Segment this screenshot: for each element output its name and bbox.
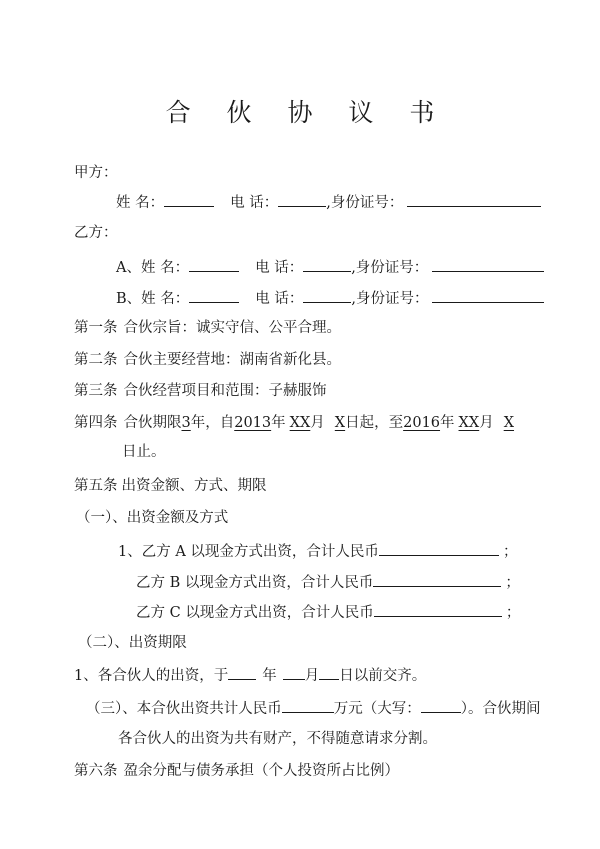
- deadline-month-label: 月: [304, 668, 320, 684]
- deadline-day-blank: [319, 664, 339, 680]
- section-1-title: （一）、出资金额及方式: [76, 510, 229, 526]
- article-1-head: 第一条: [74, 320, 118, 336]
- section-3-text-2: 万元（大写：: [333, 701, 421, 717]
- article-4-to-label: 日起，至: [345, 415, 404, 431]
- article-4-start-year: 2013: [234, 415, 272, 431]
- contribution-a-semicolon: ；: [502, 544, 518, 560]
- article-5-head: 第五条: [74, 478, 118, 494]
- contribution-a-blank: [379, 540, 499, 556]
- contribution-b-blank: [373, 571, 501, 587]
- contribution-a-text: 乙方 A 以现金方式出资，合计人民币: [141, 544, 379, 560]
- contribution-c-text: 乙方 C 以现金方式出资，合计人民币: [136, 605, 374, 621]
- article-1: [74, 318, 341, 338]
- deadline-text-2: 日以前交齐。: [339, 668, 427, 684]
- party-b-a-phone-label: 电 话：: [255, 260, 304, 276]
- article-4-start-month: XX: [289, 415, 311, 431]
- party-b-a-info-line: [116, 256, 544, 278]
- party-b-b-name-label: 姓 名：: [141, 291, 190, 307]
- article-2-head: 第二条: [74, 352, 118, 368]
- party-b-b-name-blank: [189, 287, 239, 303]
- article-4: [74, 413, 514, 433]
- party-b-label: 乙方：: [74, 225, 118, 241]
- article-4-end-year: 2016: [403, 415, 441, 431]
- article-1-text: 合伙宗旨：诚实守信、公平合理。: [123, 320, 341, 336]
- contribution-a-line: [118, 540, 517, 562]
- article-3-head: 第三条: [74, 383, 118, 399]
- section-3-text-3: ）。合伙期间: [460, 701, 541, 717]
- contribution-c-semicolon: ；: [505, 605, 521, 621]
- article-4-term-label: 合伙期限: [123, 415, 182, 431]
- article-4-head: 第四条: [74, 415, 118, 431]
- party-b-a-phone-blank: [303, 256, 351, 272]
- party-b-a-name-label: 姓 名：: [140, 260, 190, 276]
- party-b-b-id-label: ,身份证号：: [351, 291, 429, 307]
- article-4-end-day: X: [503, 415, 515, 431]
- party-b-b-phone-blank: [303, 287, 351, 303]
- section-3-line: [86, 697, 541, 719]
- article-4-start-day: X: [334, 415, 346, 431]
- party-b-b-prefix: B、: [116, 291, 142, 307]
- party-a-id-blank: [407, 191, 541, 207]
- article-6-text: 盈余分配与债务承担（个人投资所占比例）: [123, 763, 399, 779]
- article-3-text: 合伙经营项目和范围：子赫服饰: [123, 383, 327, 399]
- article-4-from-label: 年，自: [190, 415, 235, 431]
- party-a-name-label: 姓 名：: [116, 195, 165, 211]
- deadline-year-blank: [228, 664, 256, 680]
- party-a-info-line: [116, 191, 541, 213]
- section-3-capital-blank: [421, 697, 461, 713]
- party-a-phone-blank: [278, 191, 326, 207]
- article-4-month-label-2: 月: [479, 415, 494, 431]
- article-6-head: 第六条: [74, 763, 118, 779]
- deadline-text-1: 1、各合伙人的出资，于: [74, 668, 229, 684]
- section-3-text-1: （三）、本合伙出资共计人民币: [86, 701, 282, 717]
- article-5-text: 出资金额、方式、期限: [121, 478, 267, 494]
- party-a-name-blank: [164, 191, 214, 207]
- article-4-year-label-2: 年: [440, 415, 455, 431]
- contribution-prefix: 1、: [118, 544, 142, 560]
- contribution-c-blank: [374, 601, 502, 617]
- deadline-year-label: 年: [262, 668, 277, 684]
- party-b-a-prefix: A、: [116, 260, 141, 276]
- article-4-end-month: XX: [458, 415, 480, 431]
- section-3-amount-blank: [282, 697, 334, 713]
- article-3: [74, 381, 327, 401]
- article-4-years: 3: [181, 415, 191, 431]
- party-a-id-label: ,身份证号：: [326, 195, 404, 211]
- article-2-text: 合伙主要经营地：湖南省新化县。: [123, 352, 341, 368]
- section-2-title: （二）、出资期限: [78, 635, 187, 651]
- article-6: [74, 761, 399, 781]
- contribution-b-semicolon: ；: [505, 575, 520, 591]
- document-title: 合 伙 协 议 书: [165, 98, 449, 127]
- article-5: [74, 476, 267, 496]
- deadline-month-blank: [283, 664, 305, 680]
- contribution-b-line: [136, 571, 520, 593]
- party-a-label: 甲方：: [74, 165, 118, 181]
- party-b-a-id-blank: [432, 256, 544, 272]
- article-4-year-label-1: 年: [271, 415, 286, 431]
- party-a-phone-label: 电 话：: [230, 195, 279, 211]
- article-4-end: 日止。: [122, 444, 166, 460]
- contribution-c-line: [136, 601, 520, 623]
- article-4-month-label-1: 月: [310, 415, 325, 431]
- party-b-b-info-line: [116, 287, 544, 309]
- contribution-b-text: 乙方 B 以现金方式出资，合计人民币: [136, 575, 374, 591]
- deadline-line: [74, 664, 426, 686]
- party-b-b-phone-label: 电 话：: [255, 291, 304, 307]
- party-b-a-id-label: ,身份证号：: [351, 260, 429, 276]
- party-b-b-id-blank: [432, 287, 544, 303]
- section-3-line-2: 各合伙人的出资为共有财产，不得随意请求分割。: [118, 731, 437, 747]
- article-2: [74, 350, 341, 370]
- party-b-a-name-blank: [189, 256, 239, 272]
